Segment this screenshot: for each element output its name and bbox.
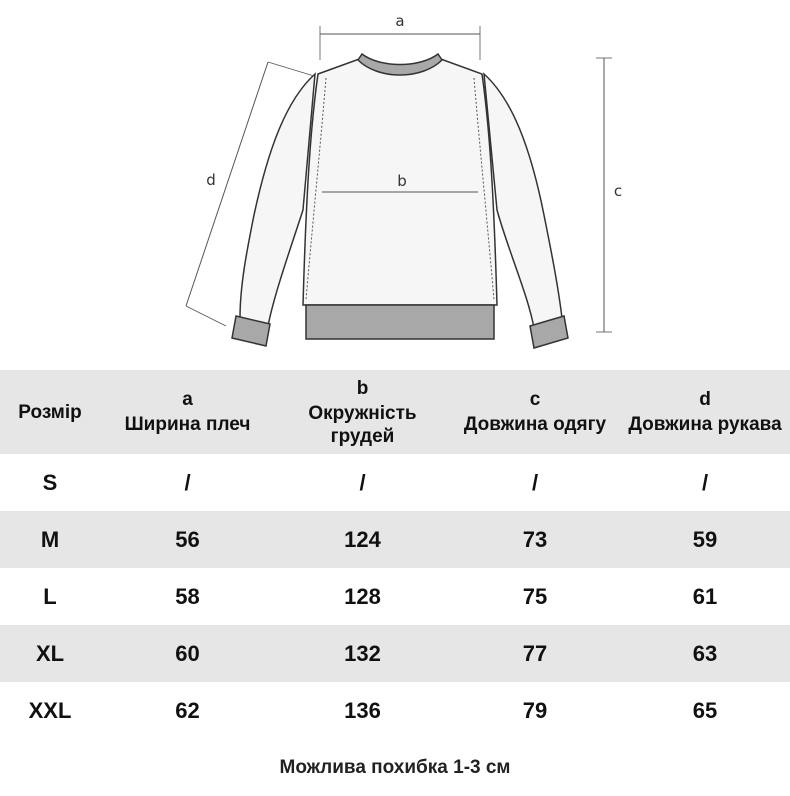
table-row [0, 682, 790, 739]
table-row [0, 568, 790, 625]
dimension-d-bottom-tick [186, 306, 226, 326]
column-letter: c [529, 389, 541, 410]
column-name: Окружність грудей [308, 402, 417, 447]
table-cell: 75 [522, 583, 548, 609]
column-header-b [275, 370, 450, 454]
table-cell: 128 [344, 583, 381, 609]
size-cell: XL [35, 640, 65, 666]
dimension-label-a: a [395, 12, 405, 30]
column-letter: a [182, 389, 193, 410]
sweatshirt-measurement-diagram [0, 0, 790, 362]
dimension-label-b: b [397, 172, 407, 190]
column-name: Ширина плеч [124, 414, 251, 435]
size-table [0, 370, 790, 739]
table-cell: / [359, 469, 366, 495]
table-cell: 56 [175, 526, 200, 552]
table-cell: 59 [692, 526, 718, 552]
table-cell: 79 [522, 697, 548, 723]
size-cell: S [42, 469, 58, 495]
table-cell: 60 [175, 640, 200, 666]
table-row [0, 625, 790, 682]
table-cell: 63 [692, 640, 718, 666]
size-cell: M [40, 526, 60, 552]
column-header-c [450, 370, 620, 454]
column-letter: d [699, 389, 711, 410]
column-name: Довжина одягу [463, 414, 607, 435]
dimension-label-d: d [206, 171, 216, 189]
table-cell: 62 [175, 697, 200, 723]
column-header-a [100, 370, 275, 454]
table-cell: / [184, 469, 191, 495]
column-name: Довжина рукава [628, 414, 782, 435]
column-letter: b [356, 377, 369, 399]
size-cell: XXL [28, 697, 72, 723]
hem-rib [306, 305, 494, 339]
table-cell: / [701, 469, 709, 495]
table-cell: 61 [692, 583, 718, 609]
column-header-d [620, 370, 790, 454]
table-cell: 77 [522, 640, 548, 666]
table-cell: 65 [692, 697, 718, 723]
table-cell: 132 [344, 640, 381, 666]
table-cell: 58 [175, 583, 200, 609]
table-cell: 124 [344, 526, 381, 552]
table-cell: 136 [344, 697, 381, 723]
table-header-row [0, 370, 790, 454]
dimension-d-top-tick [268, 62, 314, 76]
table-row [0, 454, 790, 511]
size-column-header: Розмір [18, 401, 82, 423]
dimension-label-c: c [613, 182, 623, 200]
table-cell: 73 [522, 526, 548, 552]
size-cell: L [43, 583, 57, 609]
table-cell: / [531, 469, 539, 495]
tolerance-note: Можлива похибка 1-3 см [279, 757, 511, 778]
table-row [0, 511, 790, 568]
